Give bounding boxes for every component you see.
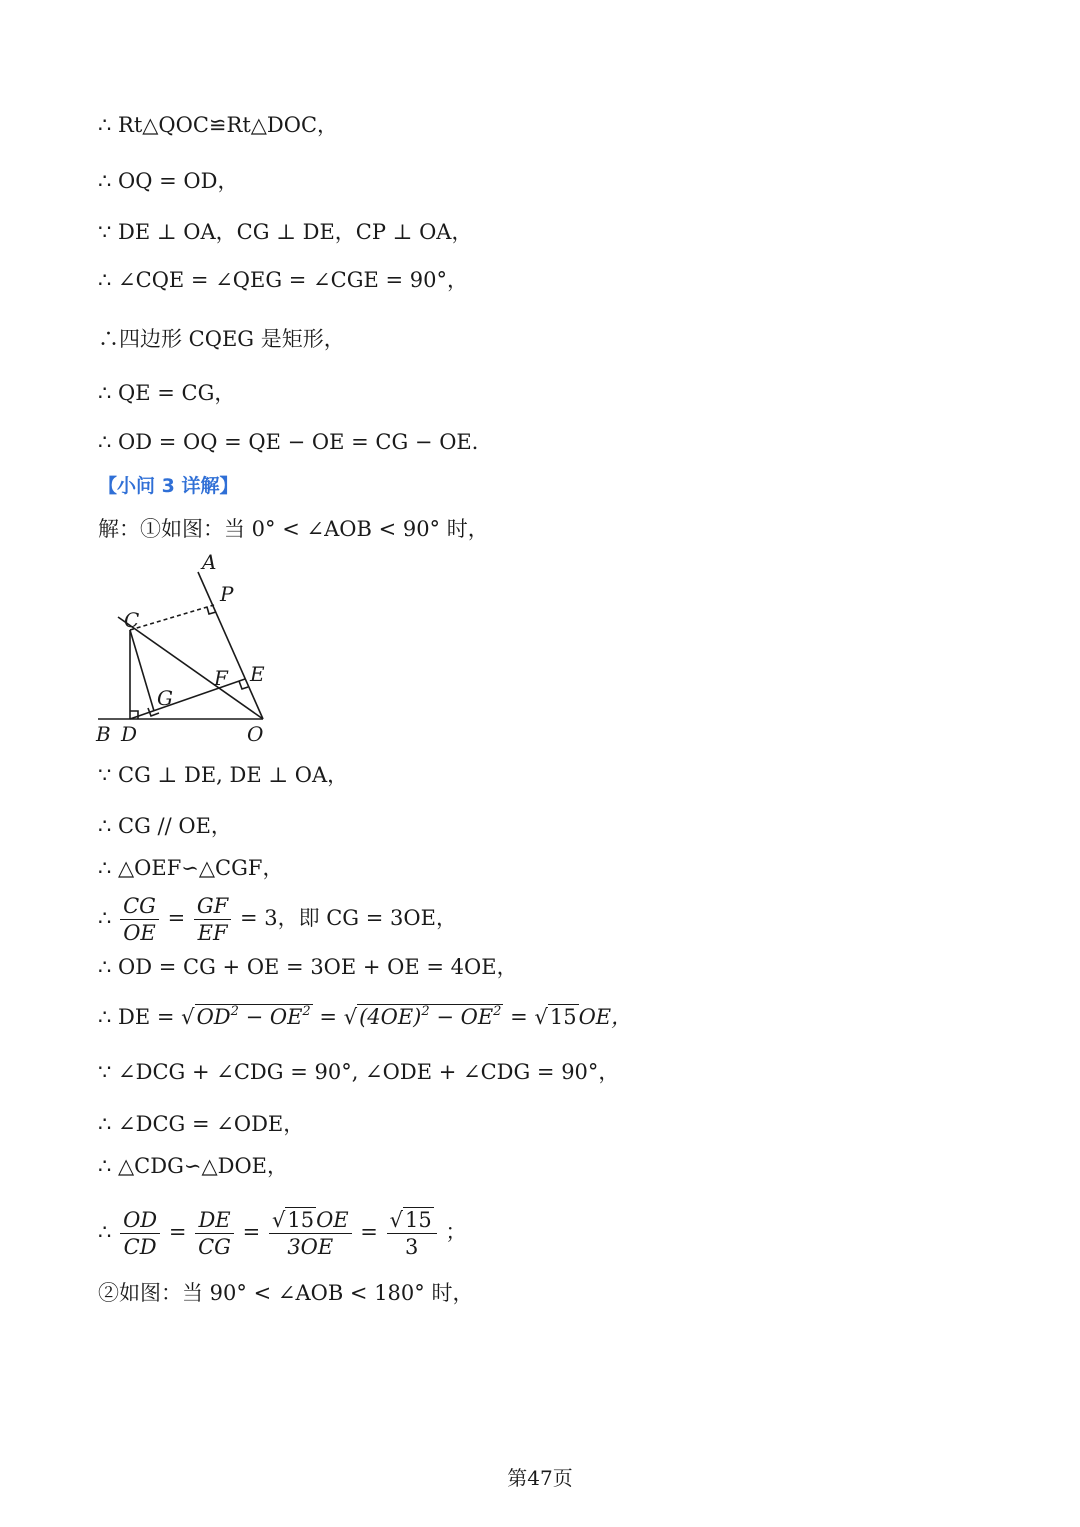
fraction-sqrt15oe-3oe: $\frac{√15OE}{3OE}$ <box>269 1207 352 1260</box>
sqrt-od2-oe2: $√OD^2 - OE^2$ <box>181 1004 311 1029</box>
fraction-od-cd: $\frac{OD}{CD}$ <box>120 1207 160 1260</box>
page-number: 第47页 <box>507 1466 573 1490</box>
proof-step-2: ∴ CG // OE， <box>98 814 232 838</box>
proof-line-6: ∴ QE = CG， <box>98 381 236 405</box>
geometry-figure <box>90 548 290 748</box>
case-2-intro: ②如图：当 90° < ∠AOB < 180° 时， <box>98 1281 474 1305</box>
sqrt-15: √15 <box>534 1005 577 1029</box>
section-heading: 【小问 3 详解】 <box>98 475 239 497</box>
label-P: P <box>220 582 234 606</box>
sqrt-4oe2-oe2: $√(4OE)^2 - OE^2$ <box>343 1004 502 1029</box>
proof-line-2: ∴ OQ = OD， <box>98 169 239 193</box>
proof-step-8: ∴ ∠DCG = ∠ODE， <box>98 1112 305 1136</box>
label-O: O <box>247 722 264 746</box>
fraction-de-cg: $\frac{DE}{CG}$ <box>195 1207 234 1260</box>
label-B: B <box>96 722 111 746</box>
label-D: D <box>121 722 138 746</box>
proof-step-9: ∴ △CDG∽△DOE， <box>98 1154 288 1178</box>
label-A: A <box>202 550 217 574</box>
proof-step-7: ∵ ∠DCG + ∠CDG = 90°, ∠ODE + ∠CDG = 90°， <box>98 1060 620 1084</box>
fraction-cg-oe: $\frac{CG}{OE}$ <box>120 893 159 946</box>
proof-step-10: ∴ $\frac{OD}{CD}$ = $\frac{DE}{CG}$ = $\frac{√15OE}{3OE}$ = $\frac{√15}{3}$ ； <box>98 1208 467 1259</box>
case-1-intro: 解：①如图：当 0° < ∠AOB < 90° 时， <box>98 517 489 541</box>
label-G: G <box>157 686 173 710</box>
label-E: E <box>250 662 265 686</box>
proof-step-5: ∴ OD = CG + OE = 3OE + OE = 4OE， <box>98 955 518 979</box>
fraction-gf-ef: $\frac{GF}{EF}$ <box>194 893 231 946</box>
proof-line-4: ∴ ∠CQE = ∠QEG = ∠CGE = 90°， <box>98 268 468 292</box>
fraction-sqrt15-3: $\frac{√15}{3}$ <box>387 1207 437 1260</box>
proof-line-3: ∵ DE ⊥ OA，CG ⊥ DE，CP ⊥ OA， <box>98 220 473 244</box>
proof-line-1: ∴ Rt△QOC≌Rt△DOC， <box>98 113 339 137</box>
label-F: F <box>214 666 228 690</box>
line-CP <box>130 605 214 630</box>
proof-step-6: ∴ DE = $√OD^2 - OE^2 = √(4OE)^2 - OE^2 = √15OE$， <box>98 1004 633 1029</box>
proof-line-7: ∴ OD = OQ = QE − OE = CG − OE． <box>98 430 493 454</box>
label-C: C <box>124 608 140 632</box>
proof-step-3: ∴ △OEF∽△CGF， <box>98 856 284 880</box>
line-CG <box>130 630 154 711</box>
proof-line-5: ∴四边形 CQEG 是矩形， <box>98 327 345 351</box>
proof-step-4: ∴ $\frac{CG}{OE}$ = $\frac{GF}{EF}$ = 3，即 CG = 3OE， <box>98 894 457 945</box>
proof-step-1: ∵ CG ⊥ DE, DE ⊥ OA， <box>98 763 349 787</box>
